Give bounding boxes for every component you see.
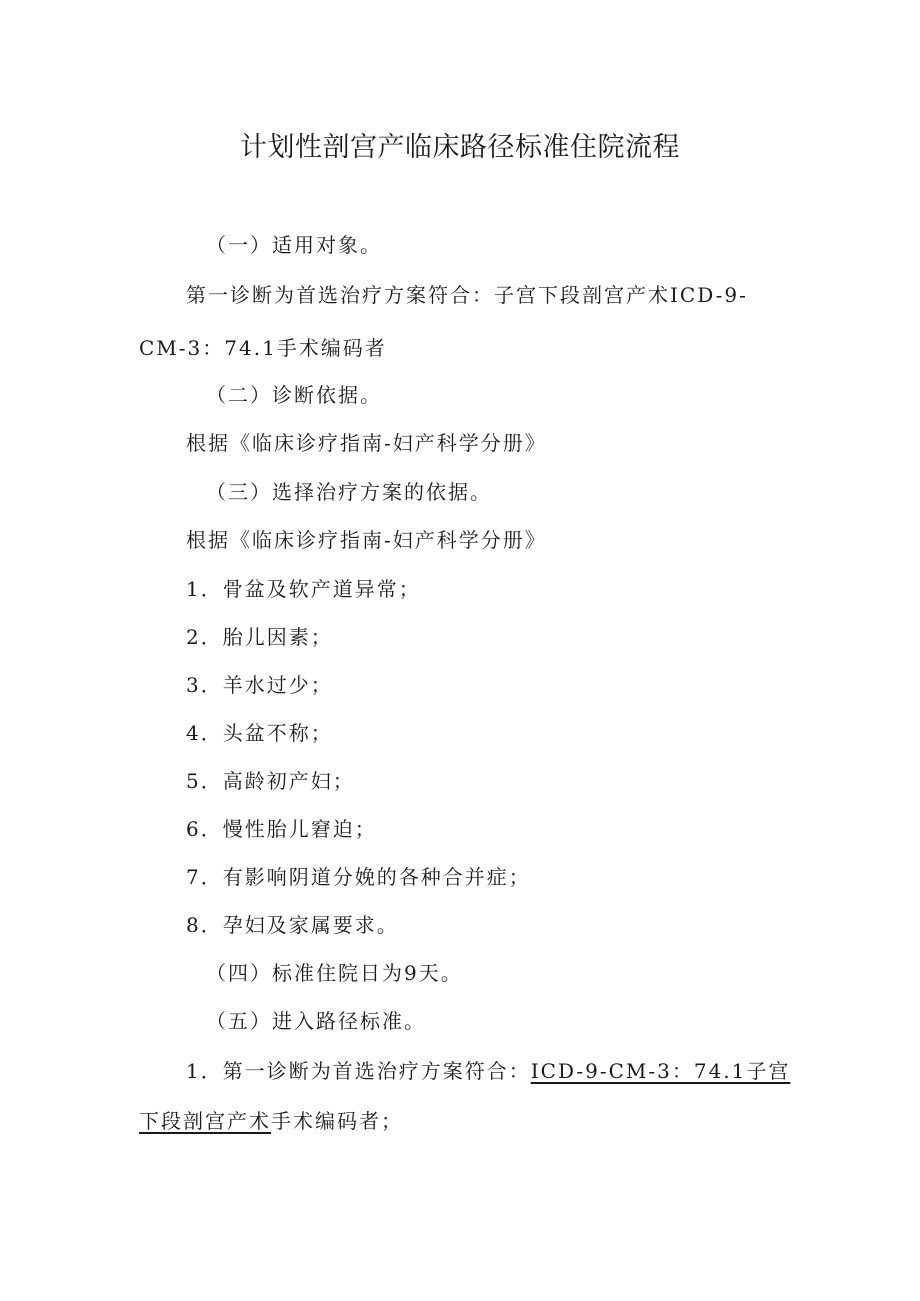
list-item: 2．胎儿因素； bbox=[186, 625, 333, 649]
section-5-item-1-prefix: 1．第一诊断为首选治疗方案符合： bbox=[186, 1059, 531, 1083]
list-item: 5．高龄初产妇； bbox=[186, 769, 355, 793]
list-item: 4．头盆不称； bbox=[186, 721, 333, 745]
section-5-item-1-suffix: 手术编码者； bbox=[271, 1109, 403, 1133]
list-item: 6．慢性胎儿窘迫； bbox=[186, 817, 377, 841]
section-2-text: 根据《临床诊疗指南-妇产科学分册》 bbox=[186, 431, 547, 455]
icd-code-underlined: ICD-9-CM-3：74.1子宫 bbox=[530, 1059, 791, 1083]
list-item: 8．孕妇及家属要求。 bbox=[186, 913, 399, 937]
section-1-text-line2: CM-3：74.1手术编码者 bbox=[139, 336, 387, 360]
section-1-heading: （一）适用对象。 bbox=[206, 233, 382, 257]
section-1-text-line1: 第一诊断为首选治疗方案符合：子宫下段剖宫产术ICD-9- bbox=[186, 283, 748, 307]
list-item: 3．羊水过少； bbox=[186, 673, 333, 697]
list-item: 7．有影响阴道分娩的各种合并症； bbox=[186, 865, 531, 889]
section-5-item-1-line2 bbox=[139, 1106, 403, 1136]
list-item: 1．骨盆及软产道异常； bbox=[186, 577, 421, 601]
section-5-item-1-line1 bbox=[186, 1056, 790, 1086]
document-title: 计划性剖宫产临床路径标准住院流程 bbox=[240, 132, 680, 163]
section-3-text: 根据《临床诊疗指南-妇产科学分册》 bbox=[186, 528, 547, 552]
section-3-heading: （三）选择治疗方案的依据。 bbox=[206, 480, 492, 504]
section-2-heading: （二）诊断依据。 bbox=[206, 383, 382, 407]
section-5-heading: （五）进入路径标准。 bbox=[206, 1009, 426, 1033]
section-4-heading: （四）标准住院日为9天。 bbox=[206, 961, 463, 985]
procedure-name-underlined: 下段剖宫产术 bbox=[139, 1109, 271, 1133]
